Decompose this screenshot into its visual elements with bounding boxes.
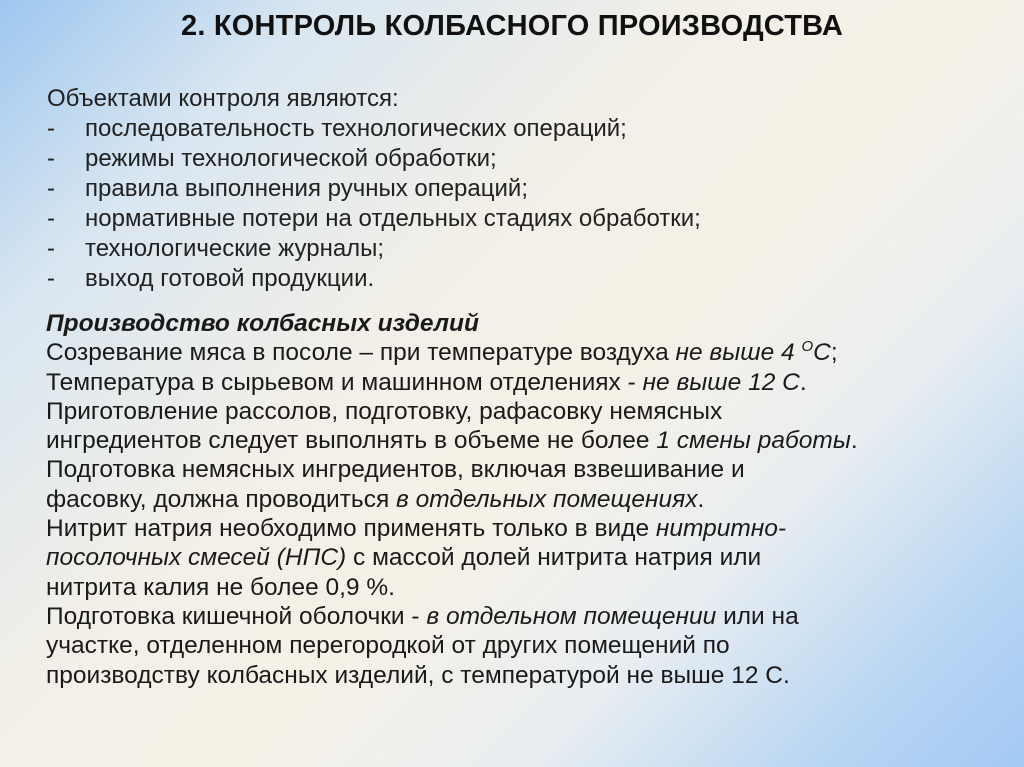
list-dash: - (47, 205, 55, 232)
slide-title: 2. КОНТРОЛЬ КОЛБАСНОГО ПРОИЗВОДСТВА (181, 10, 843, 42)
text-run: или на (716, 602, 799, 630)
emphasis-text: 1 смены работы (656, 427, 851, 455)
production-block (46, 309, 1006, 690)
paragraph-line (46, 338, 1006, 367)
paragraph-line: участке, отделенном перегородкой от других помещений по (46, 632, 730, 660)
list-item-text: правила выполнения ручных операций; (85, 175, 528, 202)
text-run: . (799, 368, 807, 396)
paragraph-line (46, 485, 1006, 514)
emphasis-text: нитритно- (655, 515, 787, 543)
control-objects-block (47, 84, 701, 294)
text-run: Нитрит натрия необходимо применять только в виде (46, 515, 656, 543)
list-item (47, 144, 701, 174)
paragraph-line: Подготовка немясных ингредиентов, включая взвешивание и (46, 456, 745, 484)
paragraph-line (46, 368, 1006, 397)
paragraph-line (46, 426, 1006, 455)
paragraph-line: производству колбасных изделий, с температурой не выше 12 С. (46, 661, 790, 689)
list-item (47, 114, 701, 144)
text-run: . (850, 427, 858, 455)
paragraph-line: нитрита калия не более 0,9 %. (46, 573, 395, 601)
text-run: ингредиентов следует выполнять в объеме не более (46, 427, 657, 455)
text-run: Температура в сырьевом и машинном отделениях - (46, 368, 643, 396)
text-run: Подготовка кишечной оболочки - (46, 602, 427, 630)
list-item-text: выход готовой продукции. (85, 265, 375, 292)
list-dash: - (47, 145, 55, 172)
emphasis-text: посолочных смесей (НПС) (46, 544, 347, 572)
emphasis-text: С (813, 339, 831, 367)
control-objects-list (47, 114, 701, 294)
paragraph-line: Приготовление рассолов, подготовку, рафасовку немясных (46, 397, 723, 425)
paragraph-line (46, 514, 1006, 543)
list-item (47, 264, 701, 294)
paragraph-line (46, 543, 1006, 572)
list-item (47, 234, 701, 264)
list-dash: - (47, 175, 55, 202)
paragraph-line (46, 602, 1006, 631)
list-item (47, 174, 701, 204)
list-item (47, 204, 701, 234)
text-run: с массой долей нитрита натрия или (346, 544, 762, 572)
list-item-text: последовательность технологических операций; (85, 115, 627, 142)
degree-superscript: О (801, 338, 814, 356)
list-item-text: режимы технологической обработки; (85, 145, 497, 172)
text-run: . (697, 485, 705, 513)
text-run: фасовку, должна проводиться (46, 485, 397, 513)
list-dash: - (47, 265, 55, 292)
list-dash: - (47, 235, 55, 262)
emphasis-text: в отдельном помещении (426, 602, 717, 630)
list-item-text: технологические журналы; (85, 235, 385, 262)
list-dash: - (47, 115, 55, 142)
text-run: ; (830, 339, 838, 367)
production-heading: Производство колбасных изделий (46, 310, 479, 337)
list-item-text: нормативные потери на отдельных стадиях обработки; (85, 205, 701, 232)
control-objects-intro: Объектами контроля являются: (47, 85, 399, 112)
emphasis-text: не выше 4 (675, 339, 802, 367)
emphasis-text: в отдельных помещениях (396, 485, 698, 513)
text-run: Созревание мяса в посоле – при температуре воздуха (46, 339, 676, 367)
emphasis-text: не выше 12 С (642, 368, 800, 396)
